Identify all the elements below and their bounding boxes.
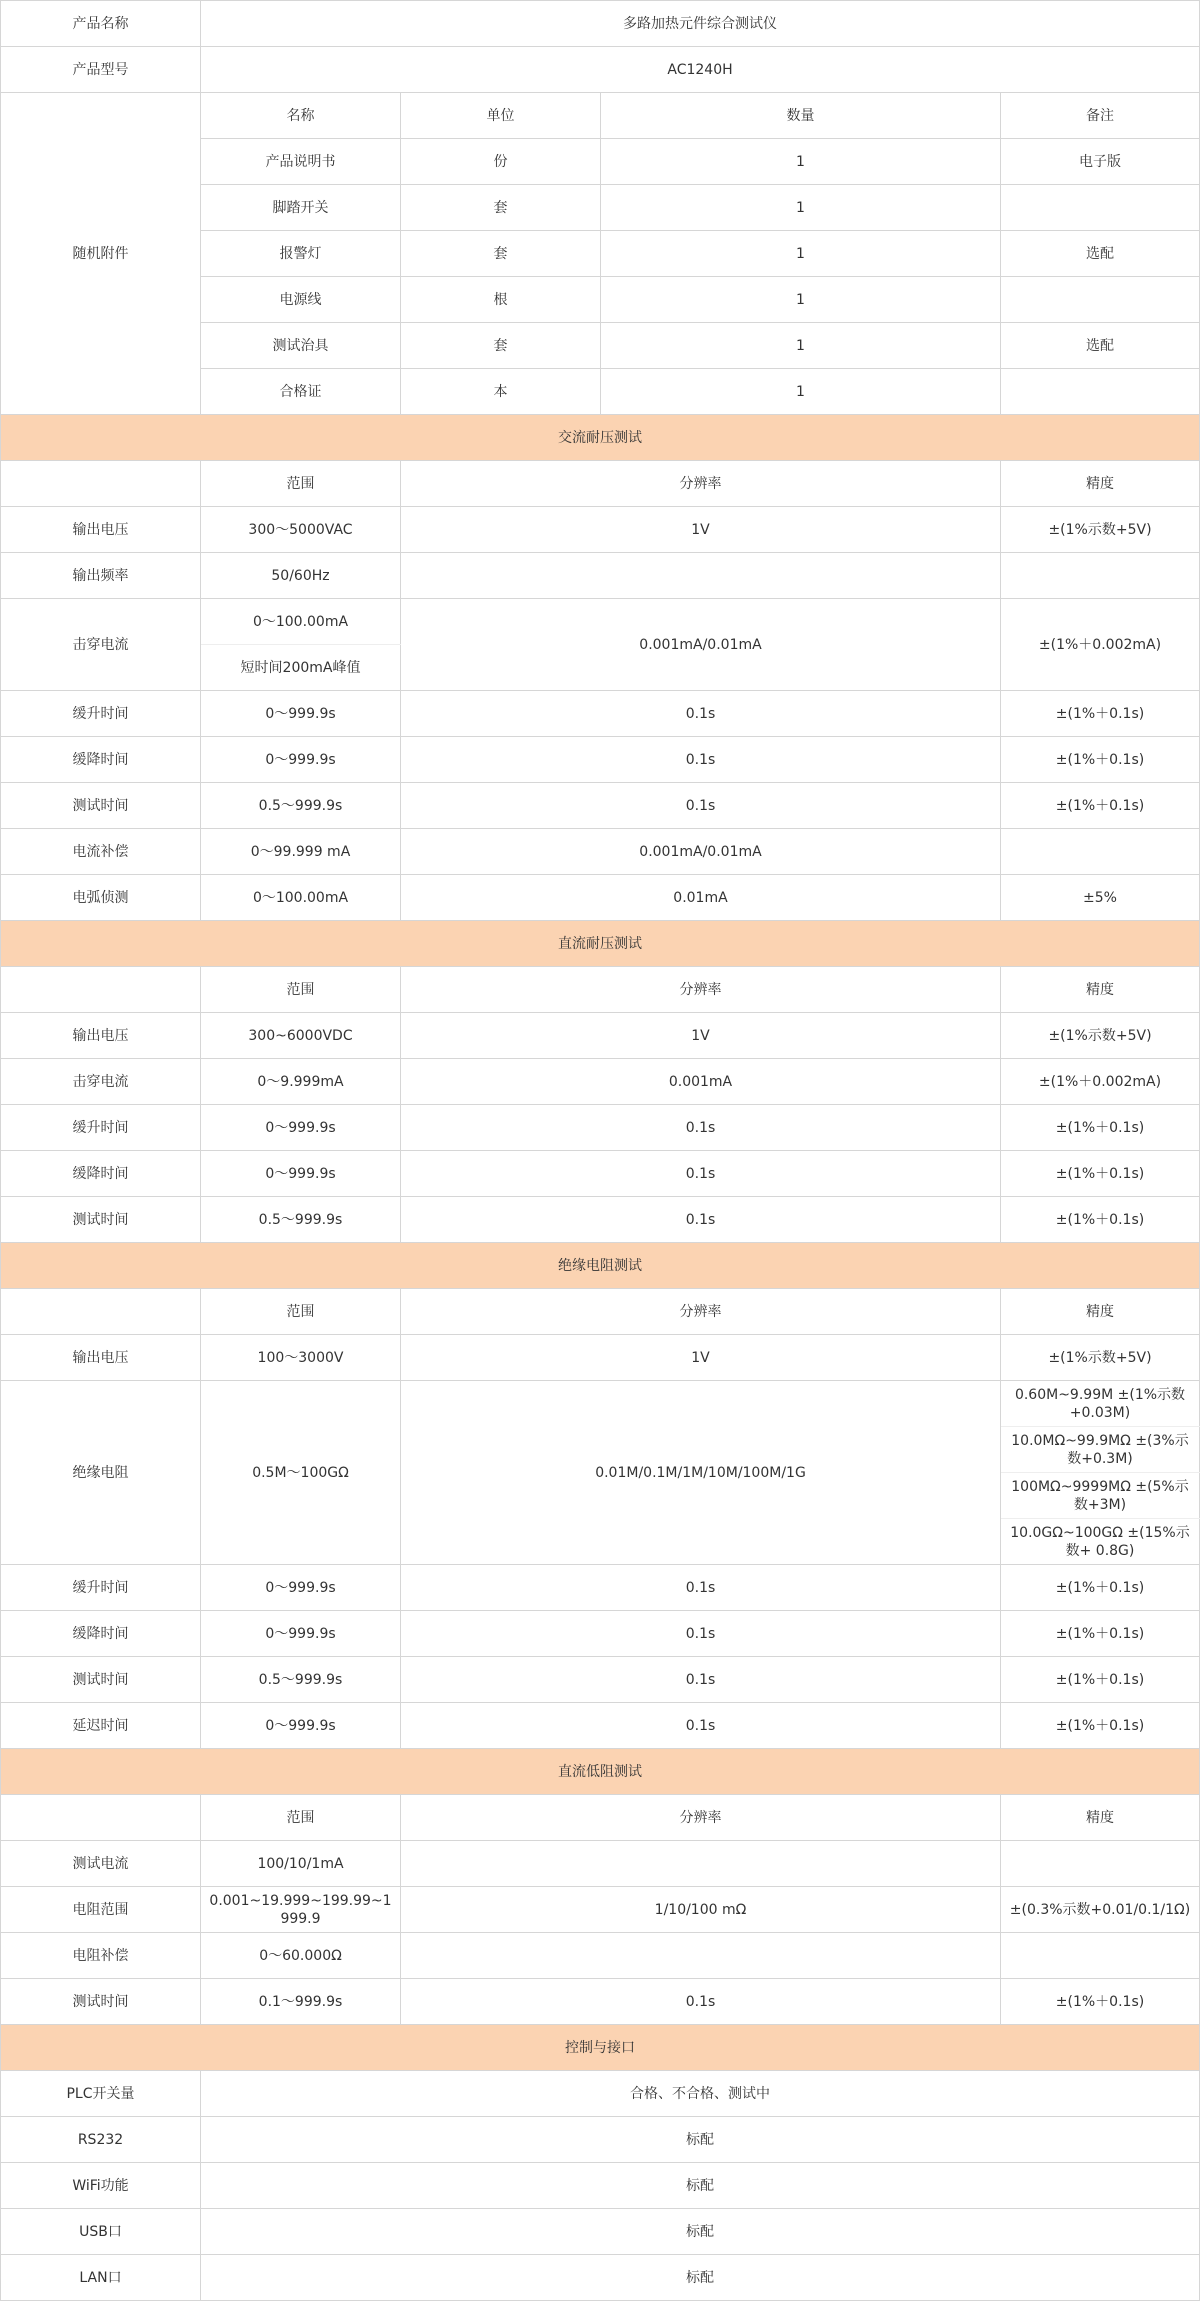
table-header-cell: 分辨率 (401, 1289, 1001, 1335)
table-header-cell: 数量 (601, 93, 1001, 139)
table-cell: 1V (401, 507, 1001, 553)
row-label: 电阻范围 (1, 1887, 201, 1933)
table-cell: 套 (401, 231, 601, 277)
table-row (1, 1841, 1200, 1887)
table-cell: 1 (601, 139, 1001, 185)
table-row (1, 507, 1200, 553)
table-cell: 0.01M/0.1M/1M/10M/100M/1G (401, 1381, 1001, 1565)
table-row (1, 553, 1200, 599)
table-cell: 0～999.9s (201, 737, 401, 783)
section-header-row (1, 415, 1200, 461)
table-cell: ±(1%＋0.1s) (1001, 1151, 1200, 1197)
section-title-lr: 直流低阻测试 (1, 1749, 1200, 1795)
table-cell: 标配 (201, 2117, 1200, 2163)
table-header-cell: 范围 (201, 461, 401, 507)
row-label: 测试电流 (1, 1841, 201, 1887)
row-label: PLC开关量 (1, 2071, 201, 2117)
table-cell: ±(1%＋0.1s) (1001, 1703, 1200, 1749)
row-label: 绝缘电阻 (1, 1381, 201, 1565)
table-row (1, 1151, 1200, 1197)
table-cell: 0.1s (401, 1197, 1001, 1243)
table-cell: 0.1s (401, 737, 1001, 783)
table-cell: ±(1%示数+5V) (1001, 1335, 1200, 1381)
table-cell: 报警灯 (201, 231, 401, 277)
row-label: 输出电压 (1, 1013, 201, 1059)
table-cell: 短时间200mA峰值 (201, 645, 401, 691)
table-row (1, 2209, 1200, 2255)
table-row (1, 783, 1200, 829)
table-cell: 0～60.000Ω (201, 1933, 401, 1979)
table-cell: 标配 (201, 2255, 1200, 2301)
table-cell: ±(1%＋0.1s) (1001, 1565, 1200, 1611)
table-header-cell: 分辨率 (401, 1795, 1001, 1841)
table-cell: 测试治具 (201, 323, 401, 369)
table-cell: 0.001mA (401, 1059, 1001, 1105)
section-header-row (1, 921, 1200, 967)
table-cell: 0.1s (401, 1151, 1001, 1197)
table-cell: ±(1%＋0.1s) (1001, 1197, 1200, 1243)
table-cell: 套 (401, 323, 601, 369)
row-label: USB口 (1, 2209, 201, 2255)
table-cell: ±(1%＋0.1s) (1001, 1611, 1200, 1657)
table-cell: 300～5000VAC (201, 507, 401, 553)
table-cell: 1 (601, 185, 1001, 231)
table-cell: 份 (401, 139, 601, 185)
product-name-label: 产品名称 (1, 1, 201, 47)
row-label: WiFi功能 (1, 2163, 201, 2209)
table-cell: 标配 (201, 2209, 1200, 2255)
table-cell: 0.1s (401, 1611, 1001, 1657)
row-label: 输出频率 (1, 553, 201, 599)
table-row (1, 1335, 1200, 1381)
table-row (1, 1, 1200, 47)
table-cell: 0～999.9s (201, 691, 401, 737)
row-label: 测试时间 (1, 783, 201, 829)
table-cell (1, 1795, 201, 1841)
row-label: RS232 (1, 2117, 201, 2163)
table-header-cell: 精度 (1001, 461, 1200, 507)
table-cell: 选配 (1001, 323, 1200, 369)
table-row (1, 1933, 1200, 1979)
table-cell: 0.1～999.9s (201, 1979, 401, 2025)
table-cell: 0.001~19.999~199.99~1999.9 (201, 1887, 401, 1933)
table-row (1, 691, 1200, 737)
table-cell: ±(1%＋0.1s) (1001, 783, 1200, 829)
table-cell: 0～9.999mA (201, 1059, 401, 1105)
table-cell: ±(1%＋0.1s) (1001, 691, 1200, 737)
row-label: 电阻补偿 (1, 1933, 201, 1979)
table-cell: 1/10/100 mΩ (401, 1887, 1001, 1933)
table-cell: 0～999.9s (201, 1703, 401, 1749)
table-row (1, 1059, 1200, 1105)
table-cell (401, 1933, 1001, 1979)
table-cell: 100～3000V (201, 1335, 401, 1381)
table-row (1, 829, 1200, 875)
table-cell: 0.001mA/0.01mA (401, 599, 1001, 691)
table-cell (401, 1841, 1001, 1887)
table-row (1, 2255, 1200, 2301)
row-label: 击穿电流 (1, 1059, 201, 1105)
row-label: 输出电压 (1, 1335, 201, 1381)
row-label: 测试时间 (1, 1197, 201, 1243)
table-cell: ±(1%示数+5V) (1001, 1013, 1200, 1059)
table-cell: ±(1%＋0.1s) (1001, 1105, 1200, 1151)
table-cell: 1 (601, 231, 1001, 277)
row-label: 延迟时间 (1, 1703, 201, 1749)
table-row (1, 1887, 1200, 1933)
product-model-label: 产品型号 (1, 47, 201, 93)
product-name-value: 多路加热元件综合测试仪 (201, 1, 1200, 47)
accessories-label: 随机附件 (1, 93, 201, 415)
table-row (1, 2117, 1200, 2163)
table-header-cell: 单位 (401, 93, 601, 139)
section-header-row (1, 1749, 1200, 1795)
table-row (1, 93, 1200, 139)
table-cell: 0～999.9s (201, 1105, 401, 1151)
table-cell: 根 (401, 277, 601, 323)
row-label: 测试时间 (1, 1657, 201, 1703)
table-cell: ±(0.3%示数+0.01/0.1/1Ω) (1001, 1887, 1200, 1933)
table-header-cell: 名称 (201, 93, 401, 139)
section-title-ir: 绝缘电阻测试 (1, 1243, 1200, 1289)
table-header-cell: 范围 (201, 1289, 401, 1335)
table-row (1, 599, 1200, 645)
table-cell: 50/60Hz (201, 553, 401, 599)
table-cell: 300~6000VDC (201, 1013, 401, 1059)
table-cell: 电源线 (201, 277, 401, 323)
table-cell: 1 (601, 369, 1001, 415)
table-header-cell: 精度 (1001, 1289, 1200, 1335)
table-cell (1001, 553, 1200, 599)
table-cell (1001, 185, 1200, 231)
table-cell: 1V (401, 1013, 1001, 1059)
table-cell: ±(1%＋0.1s) (1001, 1979, 1200, 2025)
table-row (1, 1105, 1200, 1151)
table-cell: ±(1%示数+5V) (1001, 507, 1200, 553)
table-cell: 10.0MΩ~99.9MΩ ±(3%示数+0.3M) (1001, 1427, 1200, 1473)
section-title-dcw: 直流耐压测试 (1, 921, 1200, 967)
table-cell: ±(1%＋0.002mA) (1001, 599, 1200, 691)
row-label: 击穿电流 (1, 599, 201, 691)
table-row (1, 1657, 1200, 1703)
table-cell: 0.5～999.9s (201, 783, 401, 829)
table-cell: 0.1s (401, 1979, 1001, 2025)
table-row (1, 1979, 1200, 2025)
table-cell: ±(1%＋0.002mA) (1001, 1059, 1200, 1105)
section-header-row (1, 2025, 1200, 2071)
table-header-cell: 备注 (1001, 93, 1200, 139)
row-label: 电弧侦测 (1, 875, 201, 921)
table-cell (1, 461, 201, 507)
table-cell (1001, 369, 1200, 415)
table-row (1, 47, 1200, 93)
table-cell: 0.1s (401, 1565, 1001, 1611)
table-row (1, 737, 1200, 783)
table-cell: 0.001mA/0.01mA (401, 829, 1001, 875)
table-row (1, 461, 1200, 507)
row-label: 缓降时间 (1, 1611, 201, 1657)
table-row (1, 1703, 1200, 1749)
table-cell: 1 (601, 277, 1001, 323)
table-cell: 0～99.999 mA (201, 829, 401, 875)
table-cell: 0.1s (401, 1703, 1001, 1749)
table-cell: 产品说明书 (201, 139, 401, 185)
table-cell: 本 (401, 369, 601, 415)
table-cell: 0～100.00mA (201, 599, 401, 645)
table-cell: 0.60M~9.99M ±(1%示数+0.03M) (1001, 1381, 1200, 1427)
table-header-cell: 分辨率 (401, 967, 1001, 1013)
table-cell: 0.1s (401, 1657, 1001, 1703)
table-row (1, 2163, 1200, 2209)
table-cell: 合格证 (201, 369, 401, 415)
table-cell: 0.1s (401, 691, 1001, 737)
table-row (1, 1197, 1200, 1243)
table-cell (1001, 829, 1200, 875)
table-cell: 0.1s (401, 783, 1001, 829)
table-cell: 100/10/1mA (201, 1841, 401, 1887)
row-label: 缓降时间 (1, 737, 201, 783)
table-cell (1001, 277, 1200, 323)
table-row (1, 875, 1200, 921)
table-cell: 合格、不合格、测试中 (201, 2071, 1200, 2117)
table-cell (401, 553, 1001, 599)
table-cell (1, 1289, 201, 1335)
table-cell (1001, 1841, 1200, 1887)
product-model-value: AC1240H (201, 47, 1200, 93)
table-cell: 脚踏开关 (201, 185, 401, 231)
row-label: 缓升时间 (1, 1105, 201, 1151)
table-header-cell: 分辨率 (401, 461, 1001, 507)
table-row (1, 2071, 1200, 2117)
table-cell: ±(1%＋0.1s) (1001, 737, 1200, 783)
row-label: 缓升时间 (1, 691, 201, 737)
table-row (1, 1565, 1200, 1611)
table-cell: 0～999.9s (201, 1565, 401, 1611)
table-row (1, 1795, 1200, 1841)
table-cell: 0.5～999.9s (201, 1197, 401, 1243)
table-cell: 1V (401, 1335, 1001, 1381)
table-row (1, 1289, 1200, 1335)
table-cell: 0.1s (401, 1105, 1001, 1151)
section-title-ctrl: 控制与接口 (1, 2025, 1200, 2071)
row-label: 输出电压 (1, 507, 201, 553)
table-cell: 0～100.00mA (201, 875, 401, 921)
table-cell: 标配 (201, 2163, 1200, 2209)
table-cell: ±5% (1001, 875, 1200, 921)
table-cell: ±(1%＋0.1s) (1001, 1657, 1200, 1703)
table-cell: 0～999.9s (201, 1151, 401, 1197)
table-cell: 0.01mA (401, 875, 1001, 921)
table-cell: 选配 (1001, 231, 1200, 277)
row-label: 缓升时间 (1, 1565, 201, 1611)
table-cell (1001, 1933, 1200, 1979)
table-row (1, 967, 1200, 1013)
table-row (1, 1611, 1200, 1657)
table-header-cell: 范围 (201, 1795, 401, 1841)
row-label: LAN口 (1, 2255, 201, 2301)
row-label: 缓降时间 (1, 1151, 201, 1197)
table-row (1, 1013, 1200, 1059)
section-header-row (1, 1243, 1200, 1289)
table-cell: 0.5M～100GΩ (201, 1381, 401, 1565)
row-label: 电流补偿 (1, 829, 201, 875)
table-header-cell: 范围 (201, 967, 401, 1013)
table-cell: 电子版 (1001, 139, 1200, 185)
table-cell: 100MΩ~9999MΩ ±(5%示数+3M) (1001, 1473, 1200, 1519)
table-cell: 0.5～999.9s (201, 1657, 401, 1703)
row-label: 测试时间 (1, 1979, 201, 2025)
table-header-cell: 精度 (1001, 1795, 1200, 1841)
table-header-cell: 精度 (1001, 967, 1200, 1013)
section-title-acw: 交流耐压测试 (1, 415, 1200, 461)
table-cell: 1 (601, 323, 1001, 369)
table-cell: 套 (401, 185, 601, 231)
table-cell: 10.0GΩ~100GΩ ±(15%示数+ 0.8G) (1001, 1519, 1200, 1565)
table-cell: 0～999.9s (201, 1611, 401, 1657)
table-row (1, 1381, 1200, 1427)
table-cell (1, 967, 201, 1013)
